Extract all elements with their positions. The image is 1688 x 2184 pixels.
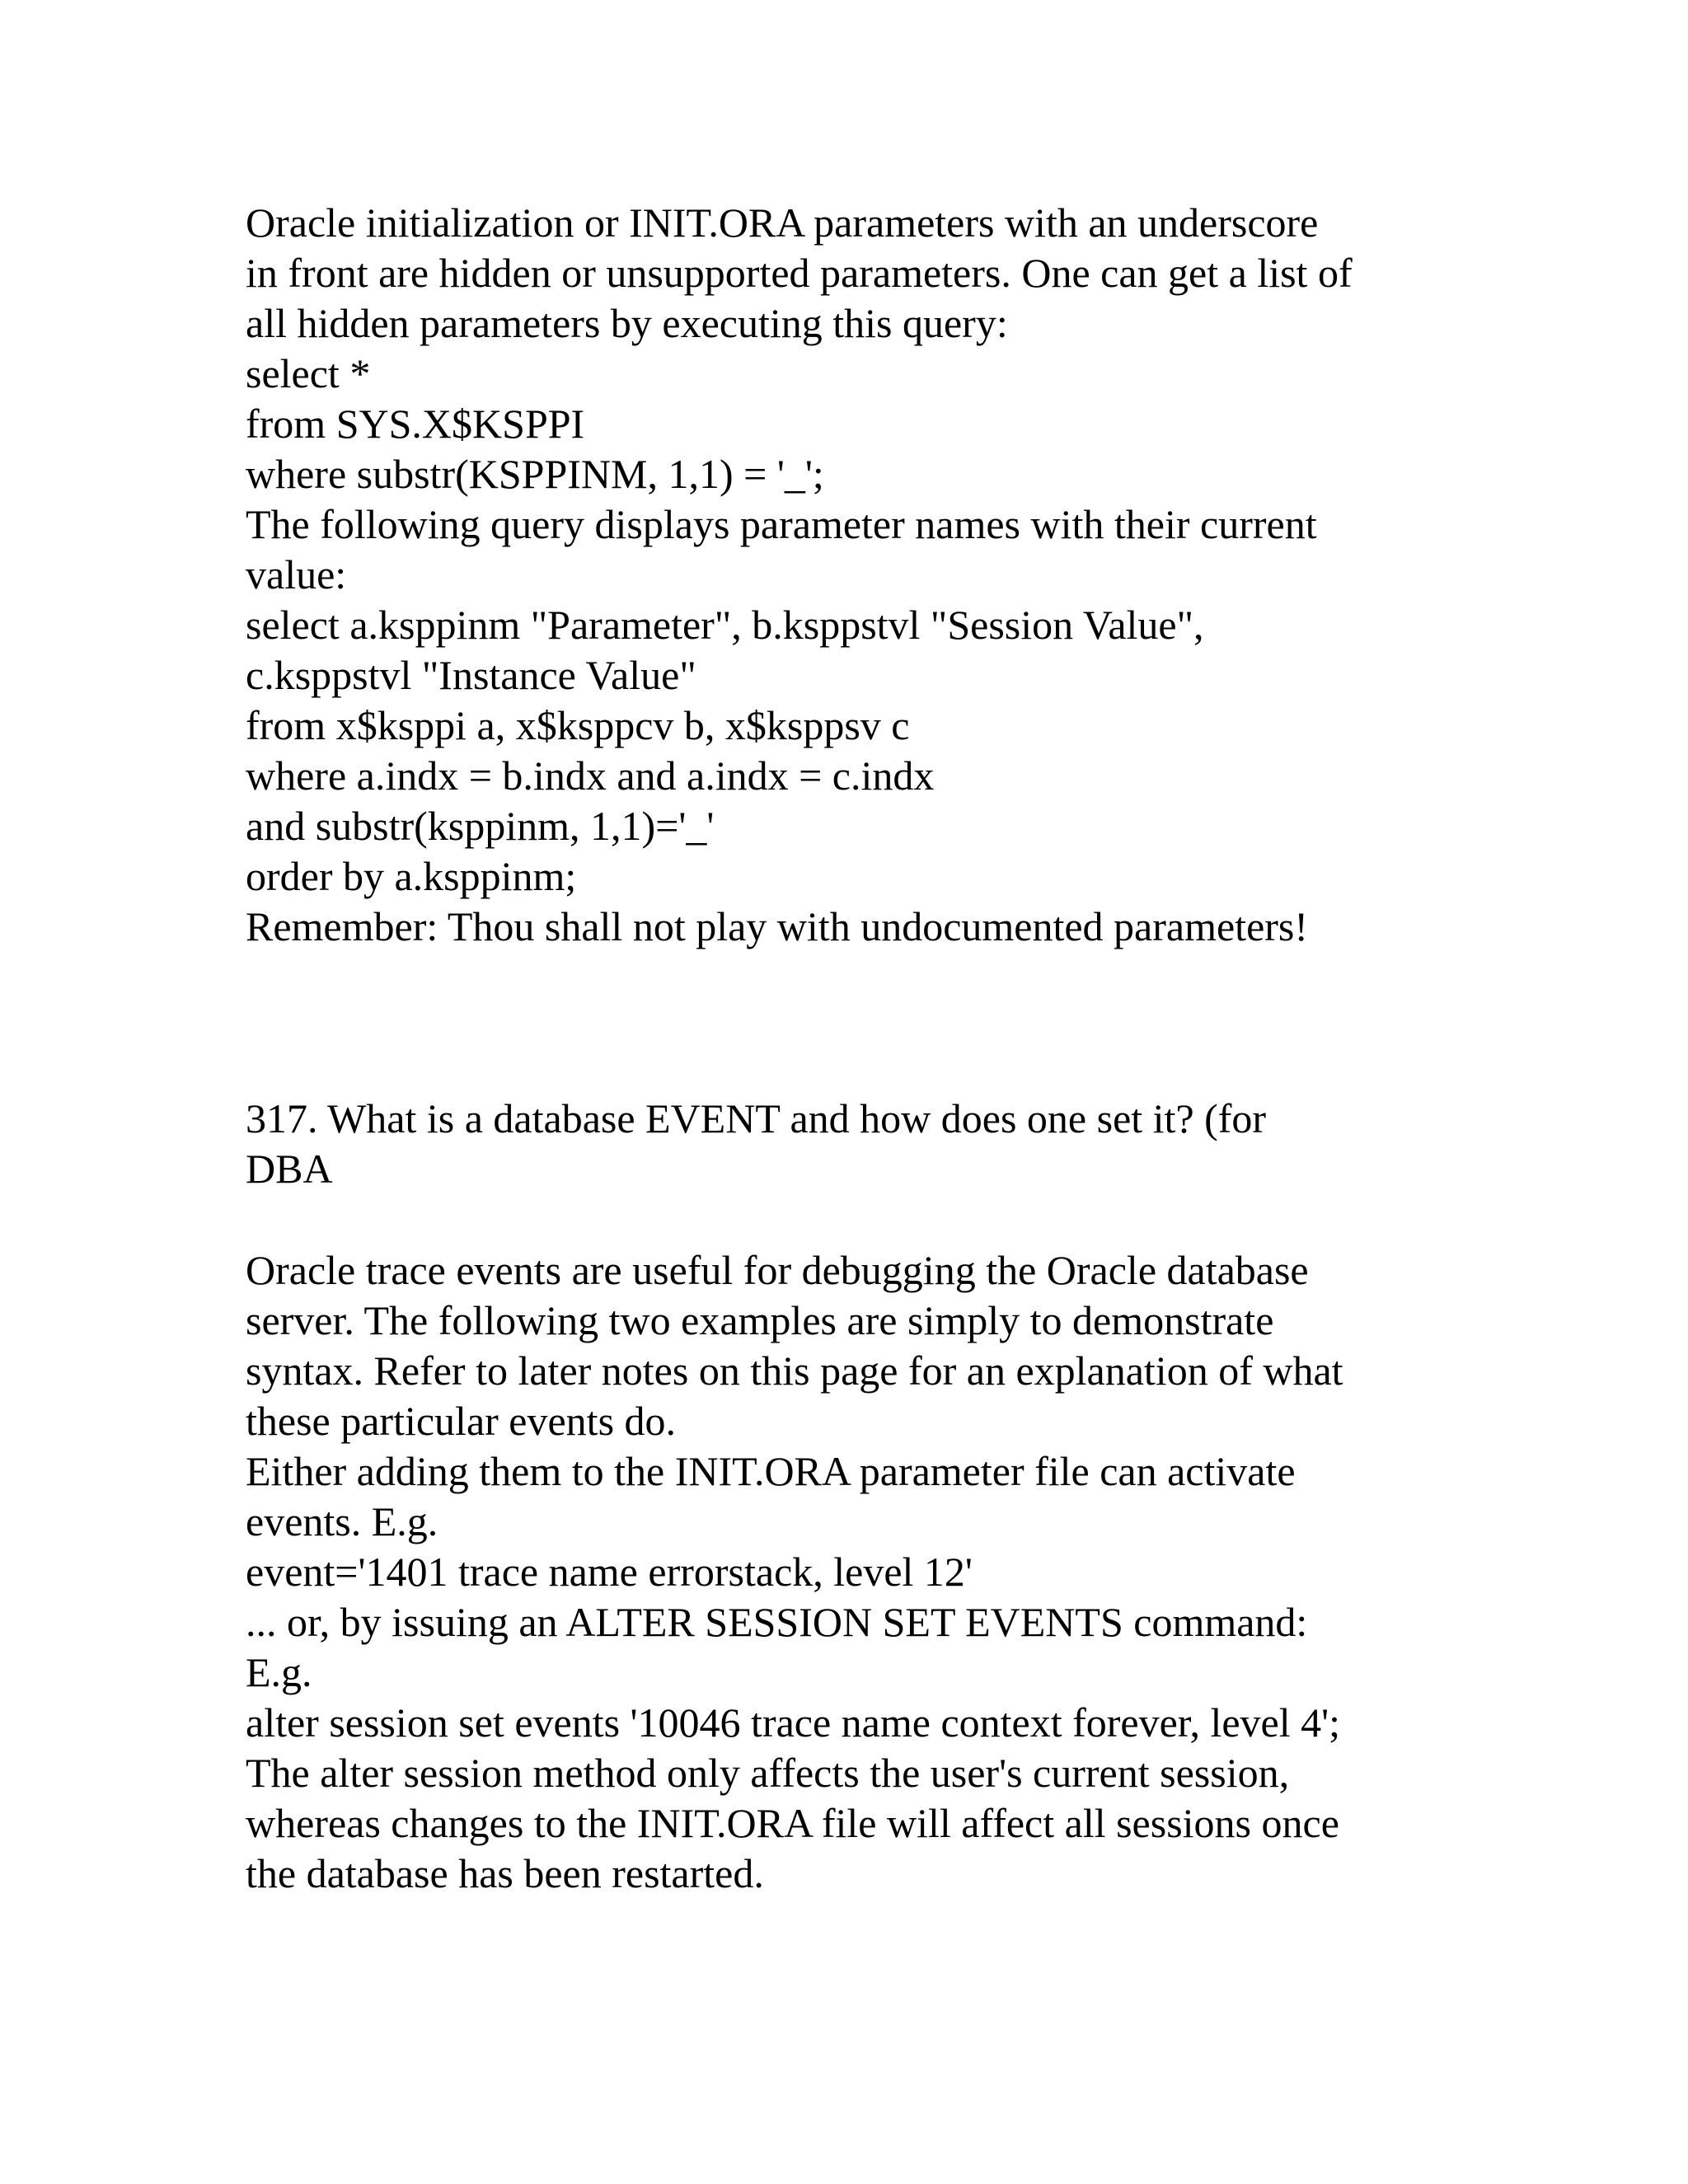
text-line: events. E.g. <box>246 1498 438 1544</box>
code-line: from SYS.X$KSPPI <box>246 401 585 447</box>
text-line: in front are hidden or unsupported parameters. One can get a list of <box>246 250 1353 296</box>
text-line: The alter session method only affects the user's current session, <box>246 1750 1290 1796</box>
text-line: Remember: Thou shall not play with undocumented parameters! <box>246 903 1309 949</box>
text-line: syntax. Refer to later notes on this page for an explanation of what <box>246 1347 1343 1394</box>
question-heading <box>246 1094 1498 1194</box>
code-line: order by a.ksppinm; <box>246 853 577 899</box>
code-line: select a.ksppinm "Parameter", b.ksppstvl "Session Value", <box>246 602 1204 648</box>
question-line: 317. What is a database EVENT and how does one set it? (for <box>246 1095 1267 1141</box>
text-line: Oracle trace events are useful for debugging the Oracle database <box>246 1247 1309 1293</box>
code-line: from x$ksppi a, x$ksppcv b, x$ksppsv c <box>246 702 910 748</box>
document-page <box>246 198 1498 1899</box>
text-line: E.g. <box>246 1649 312 1695</box>
text-line: all hidden parameters by executing this query: <box>246 300 1008 346</box>
code-line: and substr(ksppinm, 1,1)='_' <box>246 803 715 849</box>
text-line: value: <box>246 551 347 598</box>
code-line: where substr(KSPPINM, 1,1) = '_'; <box>246 451 824 497</box>
question-line: DBA <box>246 1146 333 1192</box>
section-spacer <box>246 1194 1498 1245</box>
code-line: where a.indx = b.indx and a.indx = c.indx <box>246 752 935 799</box>
text-line: server. The following two examples are simply to demonstrate <box>246 1297 1274 1343</box>
code-line: alter session set events '10046 trace name context forever, level 4'; <box>246 1699 1341 1746</box>
text-line: The following query displays parameter names with their current <box>246 501 1317 547</box>
text-line: Oracle initialization or INIT.ORA parameters with an underscore <box>246 199 1319 246</box>
database-event-section <box>246 1245 1498 1899</box>
code-line: select * <box>246 350 371 396</box>
text-line: the database has been restarted. <box>246 1850 764 1896</box>
text-line: these particular events do. <box>246 1398 677 1444</box>
section-spacer <box>246 952 1498 1094</box>
text-line: ... or, by issuing an ALTER SESSION SET EVENTS command: <box>246 1599 1308 1645</box>
code-line: c.ksppstvl "Instance Value" <box>246 652 696 698</box>
text-line: Either adding them to the INIT.ORA parameter file can activate <box>246 1448 1296 1494</box>
text-line: whereas changes to the INIT.ORA file will affect all sessions once <box>246 1800 1339 1846</box>
code-line: event='1401 trace name errorstack, level 12' <box>246 1549 973 1595</box>
hidden-parameters-section <box>246 198 1498 952</box>
